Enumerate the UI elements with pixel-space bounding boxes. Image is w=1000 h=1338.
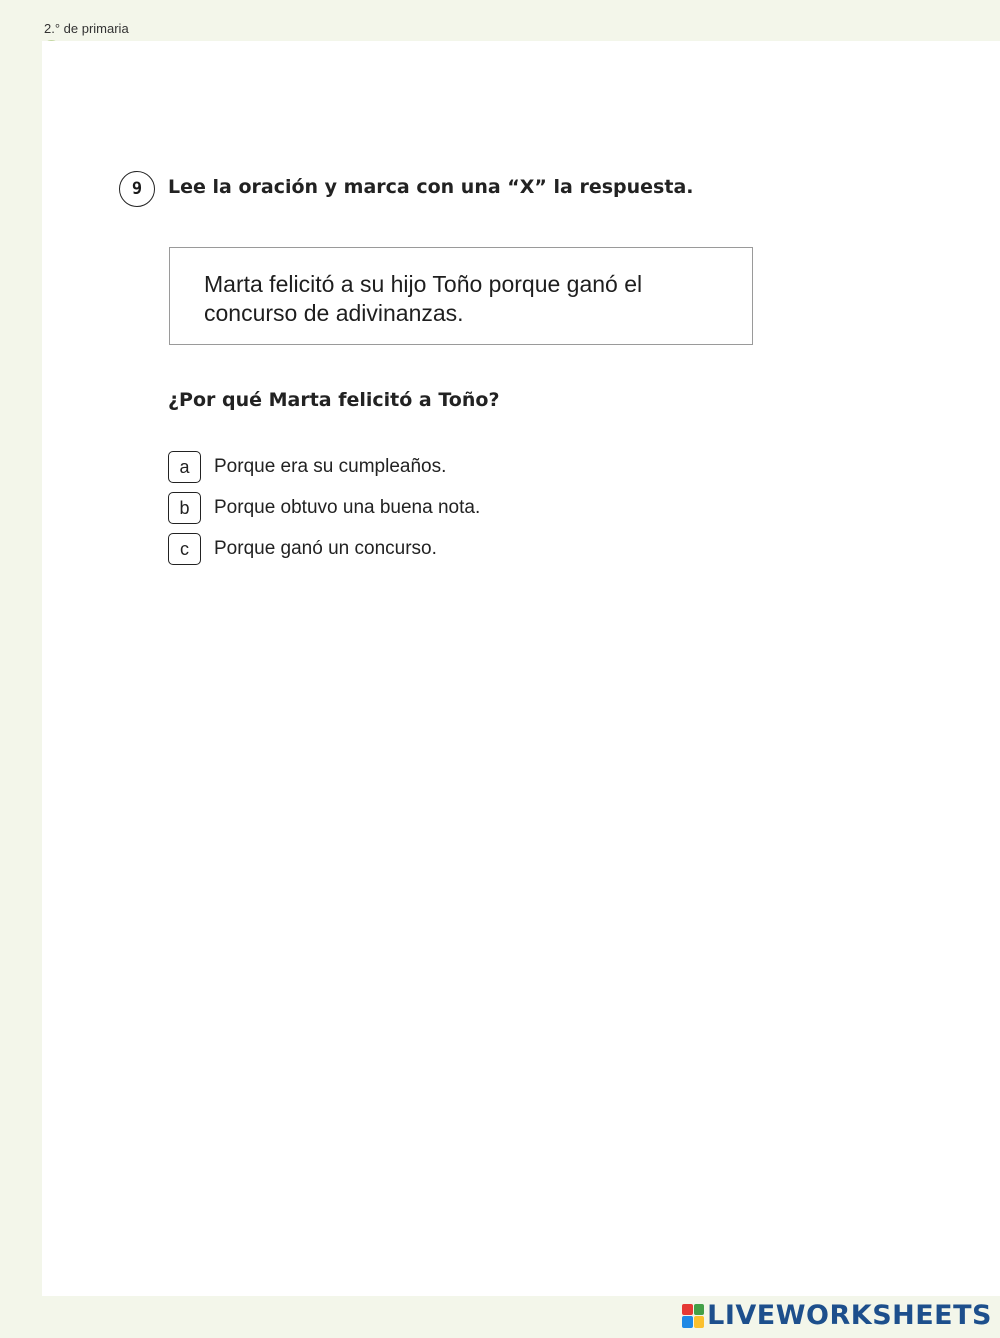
option-c-text: Porque ganó un concurso. bbox=[214, 538, 437, 559]
logo-square-red bbox=[682, 1304, 693, 1316]
logo-square-yellow bbox=[694, 1316, 705, 1328]
sub-question: ¿Por qué Marta felicitó a Toño? bbox=[168, 389, 500, 411]
option-b[interactable] bbox=[168, 492, 480, 524]
option-a[interactable] bbox=[168, 451, 446, 483]
logo-square-green bbox=[694, 1304, 705, 1316]
option-c[interactable] bbox=[168, 533, 437, 565]
option-b-text: Porque obtuvo una buena nota. bbox=[214, 497, 481, 518]
logo-square-blue bbox=[682, 1316, 693, 1328]
option-a-text: Porque era su cumpleaños. bbox=[214, 456, 447, 477]
worksheet-page bbox=[42, 41, 1000, 1296]
option-b-checkbox[interactable]: b bbox=[168, 492, 201, 524]
sentence-box bbox=[169, 247, 753, 345]
liveworksheets-brand[interactable] bbox=[682, 1300, 992, 1331]
grade-label: 2.° de primaria bbox=[44, 21, 129, 36]
sentence-text: Marta felicitó a su hijo Toño porque ganó el concurso de adivinanzas. bbox=[204, 271, 643, 326]
brand-name: LIVEWORKSHEETS bbox=[707, 1300, 992, 1331]
question-number: 9 bbox=[119, 171, 155, 207]
option-a-checkbox[interactable]: a bbox=[168, 451, 201, 483]
option-c-checkbox[interactable]: c bbox=[168, 533, 201, 565]
question-instruction: Lee la oración y marca con una “X” la respuesta. bbox=[168, 176, 694, 198]
liveworksheets-logo-icon bbox=[682, 1304, 704, 1328]
